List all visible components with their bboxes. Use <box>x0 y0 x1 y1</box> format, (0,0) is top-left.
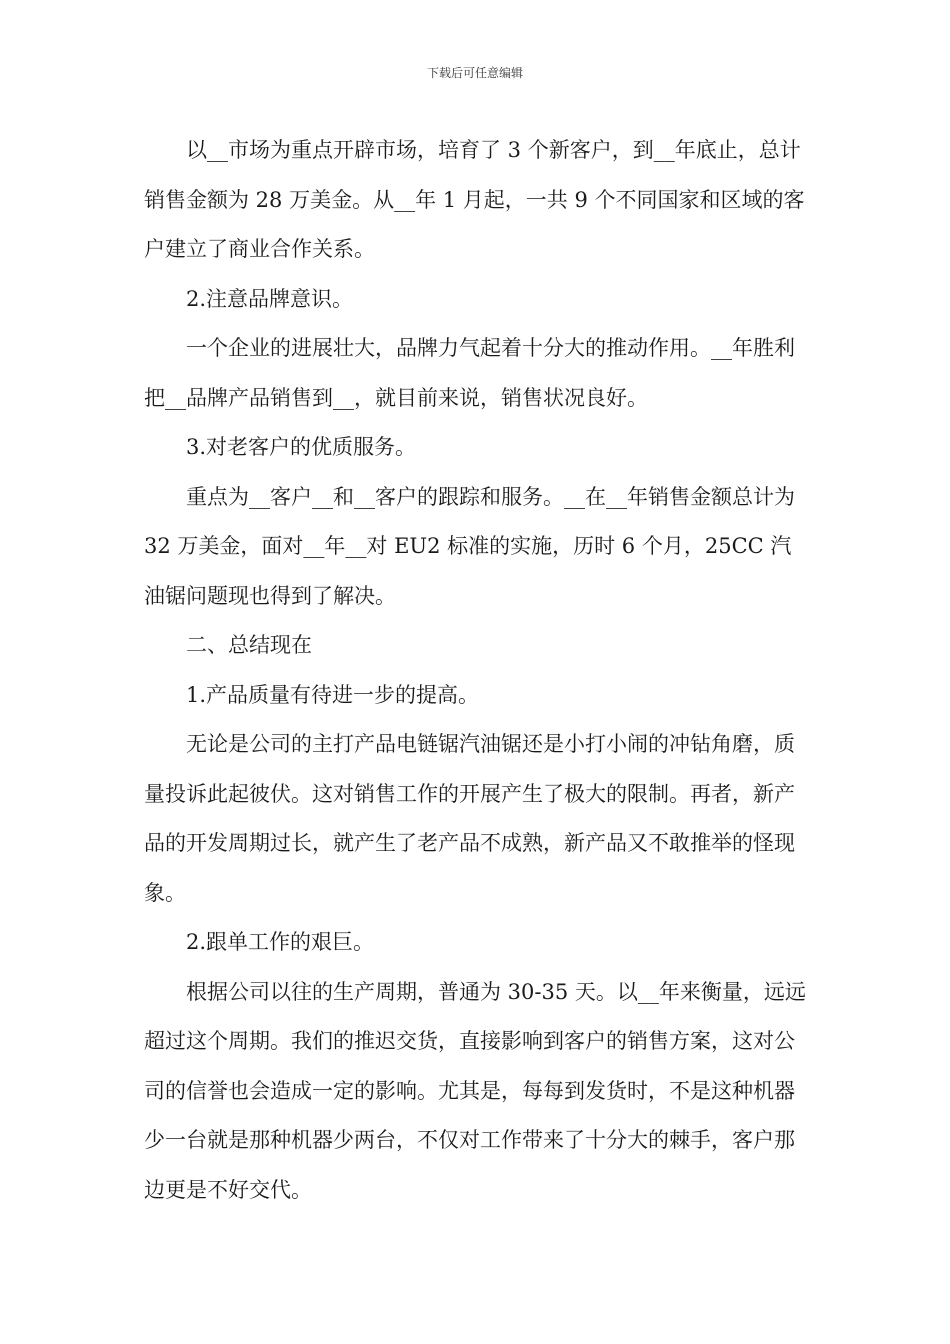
paragraph-service: 重点为__客户__和__客户的跟踪和服务。__在__年销售金额总计为 32 万美金，面对__年__对 EU2 标准的实施，历时 6 个月，25CC 汽油锯问题现也得到了解决。 <box>144 484 795 608</box>
paragraph-brand: 一个企业的进展壮大，品牌力气起着十分大的推动作用。__年胜利把__品牌产品销售到__，就目前来说，销售状况良好。 <box>144 336 795 410</box>
section-title-summary: 二、总结现在 <box>186 633 312 657</box>
paragraph-quality: 无论是公司的主打产品电链锯汽油锯还是小打小闹的冲钻角磨，质量投诉此起彼伏。这对销售工作的开展产生了极大的限制。再者，新产品的开发周期过长，就产生了老产品不成熟，新产品又不敢推举的怪现象。 <box>144 732 795 905</box>
page-header: 下载后可任意编辑 <box>426 66 523 80</box>
heading-brand: 2.注意品牌意识。 <box>186 286 354 311</box>
heading-quality: 1.产品质量有待进一步的提高。 <box>186 682 480 707</box>
heading-service: 3.对老客户的优质服务。 <box>186 435 417 459</box>
document-body <box>144 126 810 1215</box>
heading-followup: 2.跟单工作的艰巨。 <box>186 930 375 954</box>
paragraph-followup: 根据公司以往的生产周期，普通为 30-35 天。以__年来衡量，远远超过这个周期。我们的推迟交货，直接影响到客户的销售方案，这对公司的信誉也会造成一定的影响。尤其是，每每到发货时，不是这种机器少一台就是那种机器少两台，不仅对工作带来了十分大的棘手，客户那边更是不好交代。 <box>144 979 806 1202</box>
paragraph-market: 以__市场为重点开辟市场，培育了 3 个新客户，到__年底止，总计销售金额为 28 万美金。从__年 1 月起，一共 9 个不同国家和区域的客户建立了商业合作关系。 <box>144 138 805 261</box>
